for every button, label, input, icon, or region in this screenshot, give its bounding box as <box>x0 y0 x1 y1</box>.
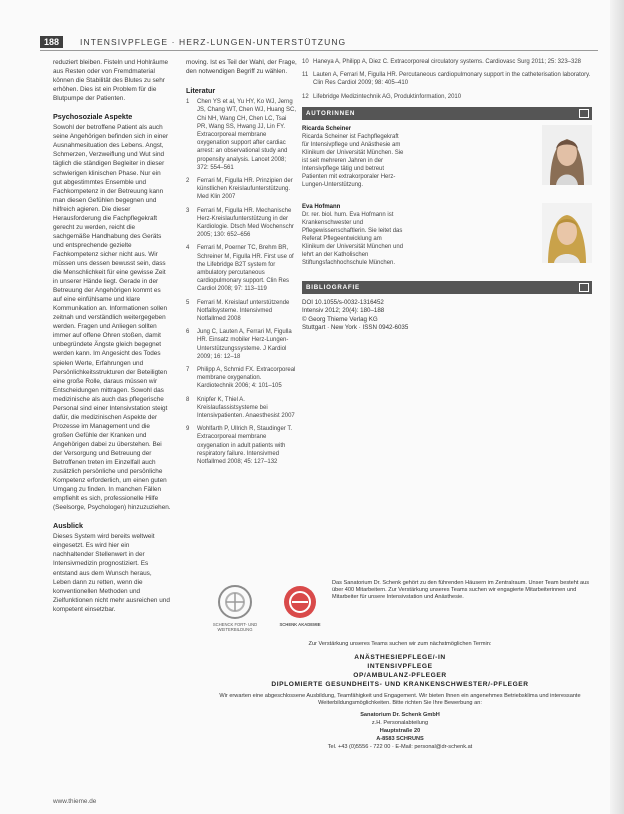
reference-number: 8 <box>186 396 190 403</box>
reference-item <box>186 366 298 391</box>
reference-item <box>302 93 592 101</box>
author-photo <box>542 203 592 263</box>
ad-contact-1: Sanatorium Dr. Schenk GmbH <box>360 711 440 718</box>
reference-number: 2 <box>186 177 190 184</box>
logo2-text: SCHENK AKADEMIE <box>279 622 321 627</box>
scan-edge <box>610 0 624 814</box>
running-title: INTENSIVPFLEGE · HERZ-LUNGEN-UNTERSTÜTZUNG <box>80 37 347 47</box>
ad-intro-text: Das Sanatorium Dr. Schenk gehört zu den führenden Häusern im Zentralraum. Unser Team besteht aus über 400 Mitarbeitern. Zur Verstärkung unseres Teams suchen wir engagierte Mitarbeiterinnen und Mitarbeiter für unsere Intensivstation und Anästhesie. <box>332 580 590 601</box>
column-3 <box>302 58 592 578</box>
ad-contact-3: Hauptstraße 20 <box>379 728 421 735</box>
ad-contact-4: A-8583 SCHRUNS <box>376 736 424 743</box>
reference-item <box>186 207 298 240</box>
bibliography-heading <box>302 281 592 294</box>
reference-text: Ferrari M. Kreislauf unterstützende Notfallsysteme. Intensivmed Notfallmed 2008 <box>197 299 290 323</box>
job-title-1: ANÄSTHESIEPFLEGE/-IN <box>354 654 446 662</box>
header-rule <box>40 50 598 51</box>
page-header <box>40 36 600 48</box>
col2-intro: moving. Ist es Teil der Wahl, der Frage, den notwendigen Begriff zu wählen. <box>186 59 297 76</box>
reference-text: Chen YS et al, Yu HY, Ko WJ, Jerng JS, Chang WT, Chen WJ, Huang SC, Chi NH, Wang CH, Chen LC, Tsai PR, Wang SS, Hwang JJ, Lin FY. Extracorporeal membrane oxygenation support after cardiac arrest: an observational study and propensity analysis. Lancet 2008; 372: 554–561 <box>197 99 297 171</box>
reference-item <box>186 396 298 421</box>
author-photo <box>542 125 592 185</box>
ad-logos <box>200 580 330 640</box>
reference-text: Wohlfarth P, Ullrich R, Staudinger T. Extracorporeal membrane oxygenation in adult patients with respiratory failure. Intensivmed Notfallmed 2008; 45: 127–132 <box>197 426 293 466</box>
job-title-3: OP/AMBULANZ-PFLEGER <box>353 672 447 680</box>
ad-contact-5: Tel. +43 (0)5556 - 722 00 · E-Mail: personal@dr-schenk.at <box>327 744 473 751</box>
bibliography-text: DOI 10.1055/s-0032-1316452 Intensiv 2012; 20(4): 180–188 © Georg Thieme Verlag KG Stuttgart · New York · ISSN 0942-6035 <box>302 298 409 332</box>
ausblick-paragraph: Dieses System wird bereits weltweit eingesetzt. Es wird hier ein nachhaltender Stellenwert in der Intensivmedizin prognostiziert. Es entstand aus dem Wunsch heraus, Leben dann zu retten, wenn die konventionellen Methoden und Zielfunktionen nicht mehr ausreichen und kompetent einsetzbar. <box>53 533 170 613</box>
bibliography-box-icon <box>579 283 589 292</box>
reference-number: 11 <box>302 72 309 79</box>
reference-text: Lifebridge Medizintechnik AG, Produktinformation, 2010 <box>313 93 462 100</box>
author-description: Dr. rer. biol. hum. Eva Hofmann ist Krankenschwester und Pflegewissenschaftlerin. Sie leitet das Referat Pflegeentwicklung am Klinikum der Universität München und lehrt an der Katholischen Stiftungsfachhochschule München. <box>302 211 404 267</box>
reference-text: Ferrari M, Figulla HR. Prinzipien der künstlichen Kreislaufunterstützung. Med Klin 2007 <box>197 177 293 201</box>
reference-text: Ferrari M, Poerner TC, Brehm BR, Schreiner M, Figulla HR. First use of the Lifebridge B2T system for ambulatory percutaneous cardiopulmonary support. Clin Res Cardiol 2008; 97: 113–119 <box>197 245 294 293</box>
ad-contact-2: z.H. Personalabteilung <box>371 719 429 726</box>
reference-text: Philipp A, Schmid FX. Extracorporeal membrane oxygenation. Kardiotechnik 2006; 4: 101–105 <box>197 367 296 390</box>
reference-number: 5 <box>186 299 190 306</box>
reference-item <box>186 328 298 361</box>
job-advertisement <box>200 580 600 808</box>
intro-paragraph: reduziert bleiben. Fisteln und Hohlräume aus Resten oder von Fremdmaterial können die Stabilität des Blutes zu sehr erhöhen. Dies ist ein Problem für die Blutpumpe der Patienten. <box>53 59 169 103</box>
authors-box-icon <box>579 109 589 118</box>
reference-item <box>186 98 298 172</box>
reference-item <box>302 71 592 87</box>
reference-number: 1 <box>186 99 190 106</box>
column-1 <box>53 58 171 778</box>
reference-text: Jung C, Lauten A, Ferrari M, Figulla HR. Einsatz mobiler Herz-Lungen-Unterstützungssysteme. J Kardiol 2009; 16: 12–18 <box>197 329 292 360</box>
bibliography-heading-label: BIBLIOGRAFIE <box>306 283 360 291</box>
ad-subline: Zur Verstärkung unseres Teams suchen wir zum nächstmöglichen Termin: <box>308 641 492 647</box>
page-number: 188 <box>40 36 63 48</box>
logo1-text: SCHENCK FORT- UND WEITERBILDUNG <box>212 622 258 632</box>
reference-text: Haneya A, Philipp A, Diez C. Extracorporeal circulatory systems. Cardiovasc Surg 2011; 25: 323–328 <box>313 59 582 65</box>
job-title-4: DIPLOMIERTE GESUNDHEITS- UND KRANKENSCHWESTER/-PFLEGER <box>271 681 529 689</box>
author-card <box>302 125 592 197</box>
reference-number: 10 <box>302 59 309 65</box>
section-heading-psycho: Psychosoziale Aspekte <box>53 112 133 122</box>
reference-number: 4 <box>186 245 190 252</box>
section-heading-ausblick: Ausblick <box>53 521 83 531</box>
reference-number: 9 <box>186 426 190 433</box>
author-name: Eva Hofmann <box>302 203 341 210</box>
ad-body: Wir erwarten eine abgeschlossene Ausbildung, Teamfähigkeit und Engagement. Wir bieten Ihnen ein angenehmes Betriebsklima und interessante Weiterbildungsmöglichkeiten. Bitte richten Sie Ihre Bewerbung an: <box>219 693 581 707</box>
reference-item <box>186 299 298 324</box>
ad-top <box>200 580 600 638</box>
literature-heading: Literatur <box>186 86 216 96</box>
author-description: Ricarda Scheiner ist Fachpflegekraft für Intensivpflege und Anästhesie am Klinikum der Universität München. Sie ist seit mehreren Jahren in der Intensivpflege tätig und betreut Patienten mit extrakorporaler Herz-Lungen-Unterstützung. <box>302 133 404 189</box>
authors-heading-label: AUTORINNEN <box>306 109 356 117</box>
reference-item <box>302 58 592 66</box>
reference-number: 3 <box>186 207 190 214</box>
reference-number: 6 <box>186 329 190 336</box>
psycho-paragraph: Sowohl der betroffene Patient als auch seine Angehörigen befinden sich in einer Ausnahmesituation des Lebens. Angst, Schmerzen, Verzweiflung und Wut sind täglich die ständigen Begleiter in dieser schwierigen klinischen Phase. Nur ein gut abgestimmtes Ensemble und Fachkompetenz in der Betreuung kann man diesen Gefühlen begegnen und hilfreich agieren. Die dieser Herausforderung die Fachpflegekraft gerecht zu werden, reicht die sachgemäße Handhabung des Geräts und entsprechende gezielte Fachkompetenz sicher nicht aus. Wir müssen uns dessen bewusst sein, dass die Menschlichkeit für eine gewisse Zeit in unserer Hände liegt. Gerade in der Betreuung der Angehörigen kommt es auf eine einfühlsame und klare Kommunikation an. Informationen sollen zeitnah und verständlich weitergegeben werden. Fragen und Anliegen sollten immer auf offene Ohren stoßen, damit unbegründete Ängste gleich begegnet werden kann. Im Angesicht des Todes spielen Werte, Erfahrungen und Persönlichkeitsstrukturen der Beteiligten eine große Rolle, daraus müssen wir Entscheidungen mittragen. Sowohl das medizinische als auch das pflegerische Personal sind einer Intensivstation steigt dafür, die medizinischen Aspekte der Prozesse im Management und die großen Gefühle der Kranken und Angehörigen dabei zu überstehen. Bei der Versorgung und Betreuung der Betroffenen treten im Einzelfall auch zusätzlich persönliche und persönliche Kompetenz erforderlich, um einen guten Umgang zu finden. In manchen Fällen empfiehlt es sich, professionelle Hilfe (Seelsorge, Psychologen) hinzuzuziehen. <box>53 124 171 512</box>
author-name: Ricarda Scheiner <box>302 125 352 132</box>
reference-text: Lauten A, Ferrari M, Figulla HR. Percutaneous cardiopulmonary support in the catheterisation laboratory. Clin Res Cardiol 2009; 98: 405–410 <box>313 72 591 87</box>
reference-number: 7 <box>186 367 190 374</box>
author-card <box>302 203 592 275</box>
reference-item <box>186 425 298 466</box>
author-bio <box>302 203 406 268</box>
job-title-2: INTENSIVPFLEGE <box>367 663 433 671</box>
author-bio <box>302 125 406 190</box>
reference-number: 12 <box>302 93 309 100</box>
reference-item <box>186 177 298 202</box>
reference-item <box>186 244 298 293</box>
reference-text: Knipfer K, Thiel A. Kreislaufassistsysteme bei Intensivpatienten. Anaesthesist 2007 <box>197 396 295 420</box>
authors-heading <box>302 107 592 120</box>
reference-text: Ferrari M, Figulla HR. Mechanische Herz-Kreislaufunterstützung in der Kardiologie. Dtsch Med Wochenschr 2005; 130: 652–656 <box>197 207 294 239</box>
footer-url: www.thieme.de <box>53 798 97 805</box>
